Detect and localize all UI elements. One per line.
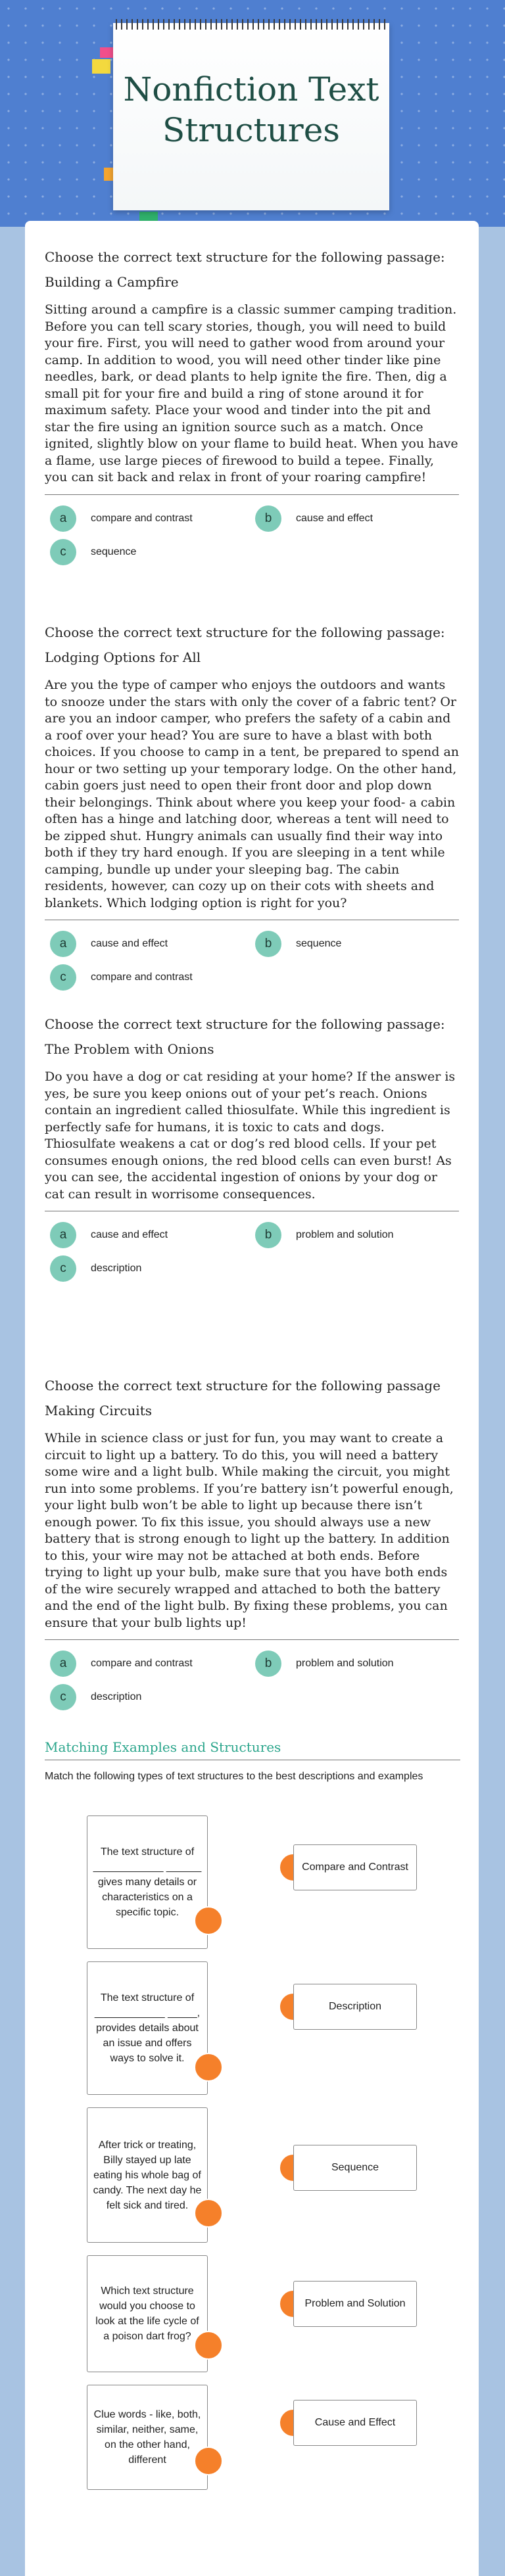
option-letter: b: [255, 931, 281, 957]
passage-title: Lodging Options for All: [45, 649, 201, 665]
match-left-text: The text structure of ____________ _____, provides details about an issue and offers ways to solve it.: [94, 1992, 201, 2064]
content-card: [25, 221, 479, 2576]
option-b[interactable]: [255, 1222, 394, 1248]
page-title: Nonfiction Text Structures: [123, 70, 379, 149]
option-label: cause and effect: [296, 512, 373, 524]
match-left-text: After trick or treating, Billy stayed up late eating his whole bag of candy. The next day he felt sick and tired.: [93, 2139, 202, 2211]
answer-options: [45, 1640, 459, 1712]
option-c[interactable]: [50, 1684, 141, 1710]
matching-instructions: Match the following types of text structures to the best descriptions and examples: [45, 1771, 423, 1782]
option-b[interactable]: [255, 1651, 394, 1677]
option-letter: b: [255, 505, 281, 532]
tab-marker-yellow: [92, 59, 110, 74]
option-letter: c: [50, 964, 76, 991]
option-letter: a: [50, 505, 76, 532]
question-4: [45, 1378, 459, 1712]
match-left-1[interactable]: [87, 1815, 208, 1949]
passage-text: While in science class or just for fun, you may want to create a circuit to light up a battery. To do this, you will need a battery some wire and a light bulb. While making the circuit, you might run into some problems. If you’re battery isn’t powerful enough, your light bulb won’t be able to light up because there isn’t enough power. To fix this issue, you should always use a new battery that is strong enough to light up the battery. In addition to this, your wire may not be attached at both ends. Before trying to light up your bulb, make sure that you have both ends of the wire securely wrapped and attached to both the battery and the end of the light bulb. By fixing these problems, you can ensure that your bulb lights up!: [45, 1431, 454, 1630]
option-letter: a: [50, 1222, 76, 1248]
option-letter: b: [255, 1222, 281, 1248]
option-letter: c: [50, 539, 76, 565]
passage-text: Do you have a dog or cat residing at your home? If the answer is yes, be sure you keep onions out of your pet’s reach. Onions contain an ingredient called thiosulfate. While this ingredient is perfectly safe for humans, it is toxic to cats and dogs. Thiosulfate weakens a cat or dog’s red blood cells. If your pet consumes enough onions, the red blood cells can even burst! As you can see, the accidental ingestion of onions by your dog or cat can result in worrisome consequences.: [45, 1069, 456, 1202]
match-left-text: The text structure of ____________ ______ gives many details or characteristics on a specific topic.: [93, 1846, 202, 1918]
match-right-1[interactable]: [293, 1844, 417, 1890]
match-right-text: Compare and Contrast: [302, 1862, 408, 1873]
option-label: compare and contrast: [91, 972, 193, 983]
question-prompt: Choose the correct text structure for the following passage:: [45, 1016, 445, 1032]
option-c[interactable]: [50, 539, 136, 565]
question-2: [45, 624, 459, 993]
option-label: description: [91, 1263, 142, 1274]
option-letter: c: [50, 1255, 76, 1282]
notepad-spiral: [113, 19, 389, 30]
match-left-1-handle[interactable]: [194, 1906, 223, 1935]
option-a[interactable]: [50, 1651, 193, 1677]
match-right-text: Problem and Solution: [304, 2298, 406, 2309]
option-label: description: [91, 1691, 142, 1702]
option-letter: c: [50, 1684, 76, 1710]
tab-marker-green: [139, 212, 158, 221]
option-label: problem and solution: [296, 1229, 394, 1240]
option-c[interactable]: [50, 1255, 141, 1282]
match-right-text: Sequence: [331, 2162, 379, 2173]
passage-text: Are you the type of camper who enjoys the outdoors and wants to snooze under the stars with only the cover of a fabric tent? Or are you an indoor camper, who prefers the safety of a cabin and a roof over your head? You are sure to have a blast with both choices. If you choose to camp in a tent, be prepared to spend an hour or two setting up your temporary lodge. On the other hand, cabin goers just need to open their front door and plop down their belongings. Think about where you keep your food- a cabin often has a hinge and latching door, whereas a tent will need to be zipped shut. Hungry animals can usually find their way into both if they try hard enough. If you are sleeping in a tent while camping, bundle up under your sleeping bag. The cabin residents, however, can cozy up on their cots with sheets and blankets. Which lodging option is right for you?: [45, 678, 460, 910]
passage-text: Sitting around a campfire is a classic summer camping tradition. Before you can tell scary stories, though, you will need to build your fire. First, you will need to gather wood from around your camp. In addition to wood, you will need other tinder like pine needles, bark, or dead plants to help ignite the fire. Then, dig a small pit for your fire and build a ring of stone around it for maximum safety. Place your wood and tinder into the pit and star the fire using an ignition source such as a match. Once ignited, slightly blow on your flame to build heat. When you have a flame, use large pieces of firewood to build a tepee. Finally, you can sit back and relax in front of your roaring campfire!: [45, 302, 458, 484]
match-right-5[interactable]: [293, 2400, 417, 2446]
match-right-text: Description: [328, 2001, 382, 2012]
option-c[interactable]: [50, 964, 193, 991]
match-left-2[interactable]: [87, 1961, 208, 2095]
match-left-3-handle[interactable]: [194, 2199, 223, 2228]
match-left-4[interactable]: [87, 2255, 208, 2372]
passage-title: The Problem with Onions: [45, 1041, 214, 1057]
option-label: sequence: [296, 938, 342, 949]
answer-options: [45, 1211, 459, 1284]
option-label: cause and effect: [91, 1229, 168, 1240]
option-a[interactable]: [50, 505, 193, 532]
question-1: [45, 249, 459, 567]
match-right-2[interactable]: [293, 1984, 417, 2030]
option-letter: a: [50, 1651, 76, 1677]
question-prompt: Choose the correct text structure for the following passage:: [45, 249, 445, 265]
matching-title: Matching Examples and Structures: [45, 1739, 281, 1755]
passage-title: Building a Campfire: [45, 274, 179, 290]
option-label: compare and contrast: [91, 512, 193, 524]
match-left-2-handle[interactable]: [194, 2053, 223, 2082]
match-right-4[interactable]: [293, 2281, 417, 2327]
match-left-4-handle[interactable]: [194, 2331, 223, 2360]
option-a[interactable]: [50, 931, 168, 957]
option-label: compare and contrast: [91, 1658, 193, 1669]
question-3: [45, 1016, 459, 1284]
option-label: problem and solution: [296, 1658, 394, 1669]
answer-options: [45, 495, 459, 567]
option-a[interactable]: [50, 1222, 168, 1248]
match-right-3[interactable]: [293, 2145, 417, 2191]
answer-options: [45, 920, 459, 993]
option-letter: a: [50, 931, 76, 957]
question-prompt: Choose the correct text structure for the following passage:: [45, 624, 445, 640]
option-b[interactable]: [255, 931, 341, 957]
match-right-text: Cause and Effect: [314, 2417, 396, 2428]
option-b[interactable]: [255, 505, 373, 532]
match-left-3[interactable]: [87, 2107, 208, 2243]
page-header: [0, 0, 505, 227]
title-notepad: [113, 23, 389, 210]
match-left-5-handle[interactable]: [194, 2447, 223, 2475]
match-left-5[interactable]: [87, 2385, 208, 2490]
option-letter: b: [255, 1651, 281, 1677]
option-label: cause and effect: [91, 938, 168, 949]
match-left-text: Which text structure would you choose to look at the life cycle of a poison dart frog?: [95, 2285, 199, 2342]
passage-title: Making Circuits: [45, 1403, 152, 1418]
option-label: sequence: [91, 546, 137, 557]
question-prompt: Choose the correct text structure for the following passage: [45, 1378, 441, 1393]
match-left-text: Clue words - like, both, similar, neither, same, on the other hand, different: [93, 2409, 201, 2466]
